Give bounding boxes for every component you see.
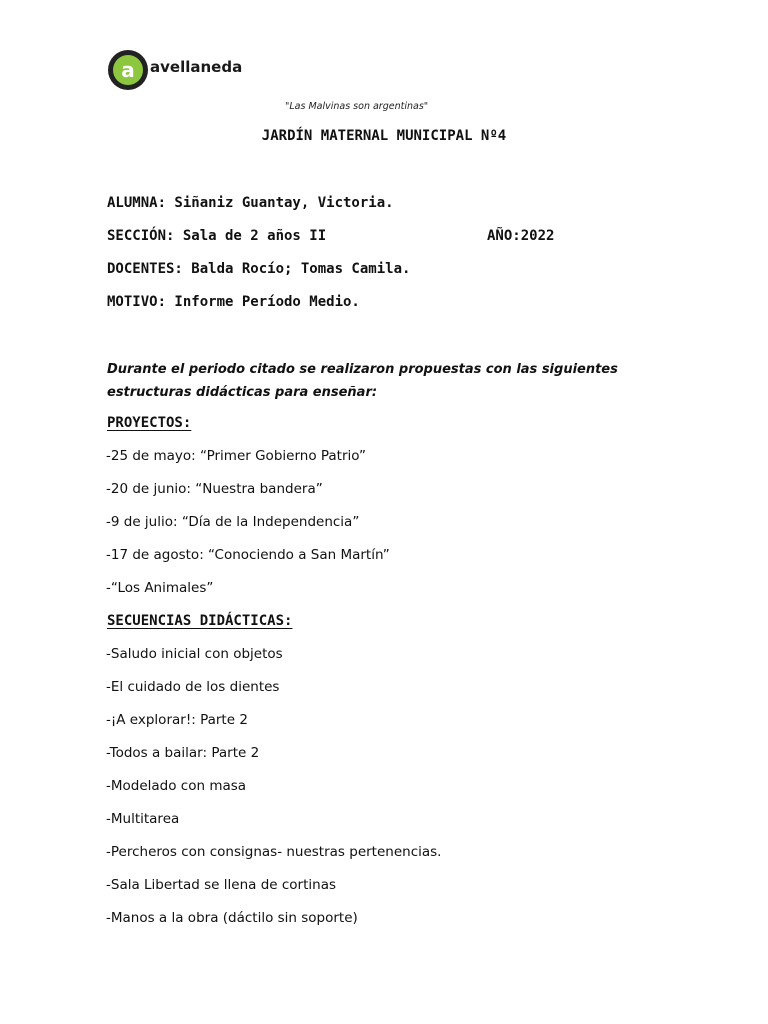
proyectos-heading: PROYECTOS: — [107, 415, 192, 431]
secuencia-item: -Sala Libertad se llena de cortinas — [106, 877, 337, 893]
proyecto-item: -25 de mayo: “Primer Gobierno Patrio” — [106, 448, 367, 464]
logo-wordmark: avellaneda — [150, 58, 243, 76]
field-alumna: ALUMNA: Siñaniz Guantay, Victoria. — [107, 195, 394, 211]
secuencia-item: -Saludo inicial con objetos — [106, 646, 283, 662]
logo-letter: a — [121, 58, 135, 82]
secuencias-heading: SECUENCIAS DIDÁCTICAS: — [107, 613, 293, 629]
motto: "Las Malvinas son argentinas" — [285, 101, 429, 112]
field-motivo: MOTIVO: Informe Período Medio. — [107, 294, 360, 310]
logo-emblem-icon — [106, 38, 150, 102]
secuencia-item: -El cuidado de los dientes — [106, 679, 280, 695]
field-seccion: SECCIÓN: Sala de 2 años II — [107, 228, 327, 244]
document-title: JARDÍN MATERNAL MUNICIPAL Nº4 — [261, 128, 507, 144]
field-anio: AÑO:2022 — [487, 228, 555, 244]
secuencia-item: -Modelado con masa — [106, 778, 247, 794]
proyecto-item: -20 de junio: “Nuestra bandera” — [106, 481, 323, 497]
secuencia-item: -¡A explorar!: Parte 2 — [106, 712, 248, 728]
secuencia-item: -Todos a bailar: Parte 2 — [106, 745, 260, 761]
secuencia-item: -Percheros con consignas- nuestras pertenencias. — [106, 844, 442, 860]
proyecto-item: -17 de agosto: “Conociendo a San Martín” — [106, 547, 390, 563]
proyecto-item: -9 de julio: “Día de la Independencia” — [106, 514, 360, 530]
intro-paragraph: Durante el periodo citado se realizaron propuestas con las siguientes estructuras didácticas para enseñar: — [107, 362, 618, 400]
proyecto-item: -“Los Animales” — [106, 580, 214, 596]
secuencia-item: -Multitarea — [106, 811, 180, 827]
secuencia-item: -Manos a la obra (dáctilo sin soporte) — [106, 910, 358, 926]
field-docentes: DOCENTES: Balda Rocío; Tomas Camila. — [107, 261, 411, 277]
